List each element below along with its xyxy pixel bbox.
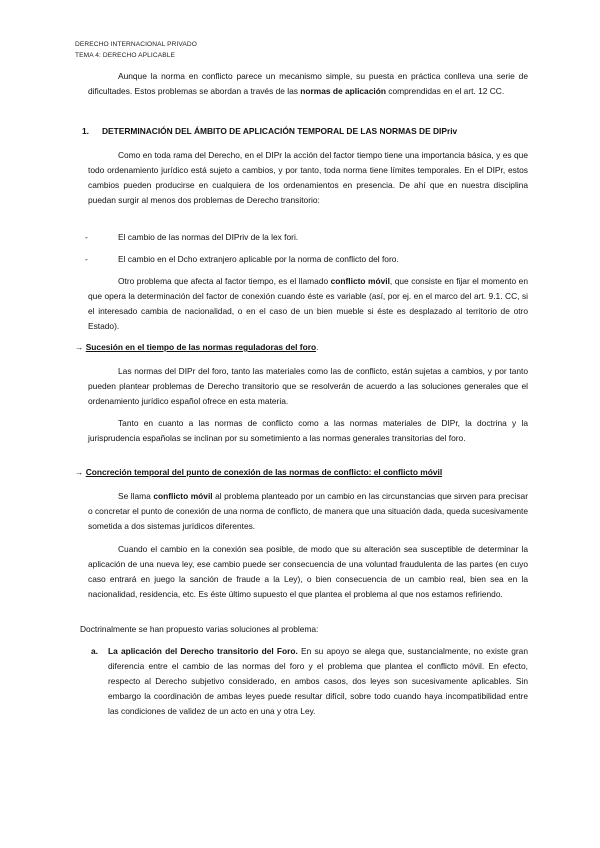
para2-bold: conflicto móvil — [330, 276, 390, 286]
paragraph-cambio-conexion: Cuando el cambio en la conexión sea posible, de modo que su alteración sea susceptible de determinar la aplicación de una nueva ley, ese cambio puede ser consecuencia de una voluntad fraudulenta de las partes (en cuyo caso entrará en juego la sanción de fraude a la Ley), o bien consecuencia de un cambio real, bien sea en la nacionalidad, residencia, etc. Es éste último supuesto el que plantea el problema al que nos estamos refiriendo. — [88, 544, 528, 599]
item-label: a. — [91, 646, 98, 656]
arrow-icon: → — [75, 467, 84, 477]
header-course: DERECHO INTERNACIONAL PRIVADO — [75, 41, 197, 48]
subheading-concrecion — [75, 467, 442, 477]
list-item-a — [88, 644, 528, 719]
para5-text-end: al problema planteado por un cambio en las circunstancias que sirven para precisar o concretar el punto de conexión de una norma de conflicto, de manera que una situación dada, queda sucesivamente sometida a dos sistemas jurídicos diferentes. — [88, 491, 528, 531]
para5-text: Se llama — [118, 491, 154, 501]
section-heading — [82, 126, 458, 136]
arrow-icon: → — [75, 342, 84, 352]
list-item — [85, 232, 299, 242]
bullet-dash: - — [85, 254, 88, 264]
subheading-period: . — [316, 342, 319, 352]
para2-text-end: , que consiste en fijar el momento en que opera la determinación del factor de conexión cuando éste es variable (así, por ej. en el marco del art. 9.1. CC, si el interesado cambia de nacionalidad, o en el caso de un bien mueble si éste es desplazado al territorio de otro Estado). — [88, 276, 528, 331]
paragraph-normas-foro: Las normas del DIPr del foro, tanto las materiales como las de conflicto, están sujetas a cambios, y por tanto pueden plantear problemas de Derecho transitorio que se resolverán de acuerdo a las soluciones generales que el ordenamiento jurídico español ofrece en esta materia. — [88, 366, 528, 406]
intro-text-end: comprendidas en el art. 12 CC. — [385, 86, 505, 96]
subheading-title: Concreción temporal del punto de conexión de las normas de conflicto: el conflicto móvil — [85, 467, 443, 477]
subheading-sucesion — [75, 342, 318, 352]
section-title: DETERMINACIÓN DEL ÁMBITO DE APLICACIÓN TEMPORAL DE LAS NORMAS DE DIPriv — [102, 126, 458, 136]
header-topic: TEMA 4: DERECHO APLICABLE — [75, 52, 175, 59]
paragraph-definicion — [88, 489, 528, 534]
paragraph-conflicto-movil — [88, 274, 528, 334]
section-number: 1. — [82, 126, 89, 136]
para5-bold: conflicto móvil — [153, 491, 213, 501]
paragraph-doctrina: Tanto en cuanto a las normas de conflicto como a las normas materiales de DIPr, la doctrina y la jurisprudencia españolas se inclinan por su sometimiento a las normas generales transitorias del foro. — [88, 418, 528, 443]
item-text: En su apoyo se alega que, sustancialmente, no existe gran diferencia entre el cambio de las normas del foro y el problema que plantea el conflicto móvil. En efecto, respecto al Derecho subjetivo considerado, en ambos casos, dos leyes son sucesivamente aplicables. Sin embargo la coordinación de ambas leyes puede resultar difícil, sobre todo cuando haya incompatibilidad entre las condiciones de validez de un acto en una y otra Ley. — [108, 646, 528, 716]
intro-paragraph — [88, 69, 528, 99]
para2-text: Otro problema que afecta al factor tiempo, es el llamado — [118, 276, 331, 286]
paragraph-soluciones: Doctrinalmente se han propuesto varias soluciones al problema: — [80, 624, 319, 634]
paragraph-tiempo: Como en toda rama del Derecho, en el DIPr la acción del factor tiempo tiene una importancia básica, y es que todo ordenamiento jurídico está sujeto a cambios, y por tanto, toda norma tiene límites temporales. En el DIPr, estos cambios pueden producirse en cualquiera de los ordenamientos en presencia. De ahí que en nuestra disciplina puedan surgir al menos dos problemas de Derecho transitorio: — [88, 150, 528, 205]
list-item — [85, 254, 399, 264]
intro-bold: normas de aplicación — [300, 86, 386, 96]
bullet-dash: - — [85, 232, 88, 242]
item-bold: La aplicación del Derecho transitorio del Foro. — [108, 646, 298, 656]
list-item-text: El cambio en el Dcho extranjero aplicable por la norma de conflicto del foro. — [118, 254, 399, 264]
subheading-title: Sucesión en el tiempo de las normas reguladoras del foro — [85, 342, 317, 352]
intro-text: Aunque la norma en conflicto parece un mecanismo simple, su puesta en práctica conlleva una serie de dificultades. Estos problemas se abordan a través de las — [88, 71, 528, 96]
list-item-text: El cambio de las normas del DIPriv de la lex fori. — [118, 232, 299, 242]
